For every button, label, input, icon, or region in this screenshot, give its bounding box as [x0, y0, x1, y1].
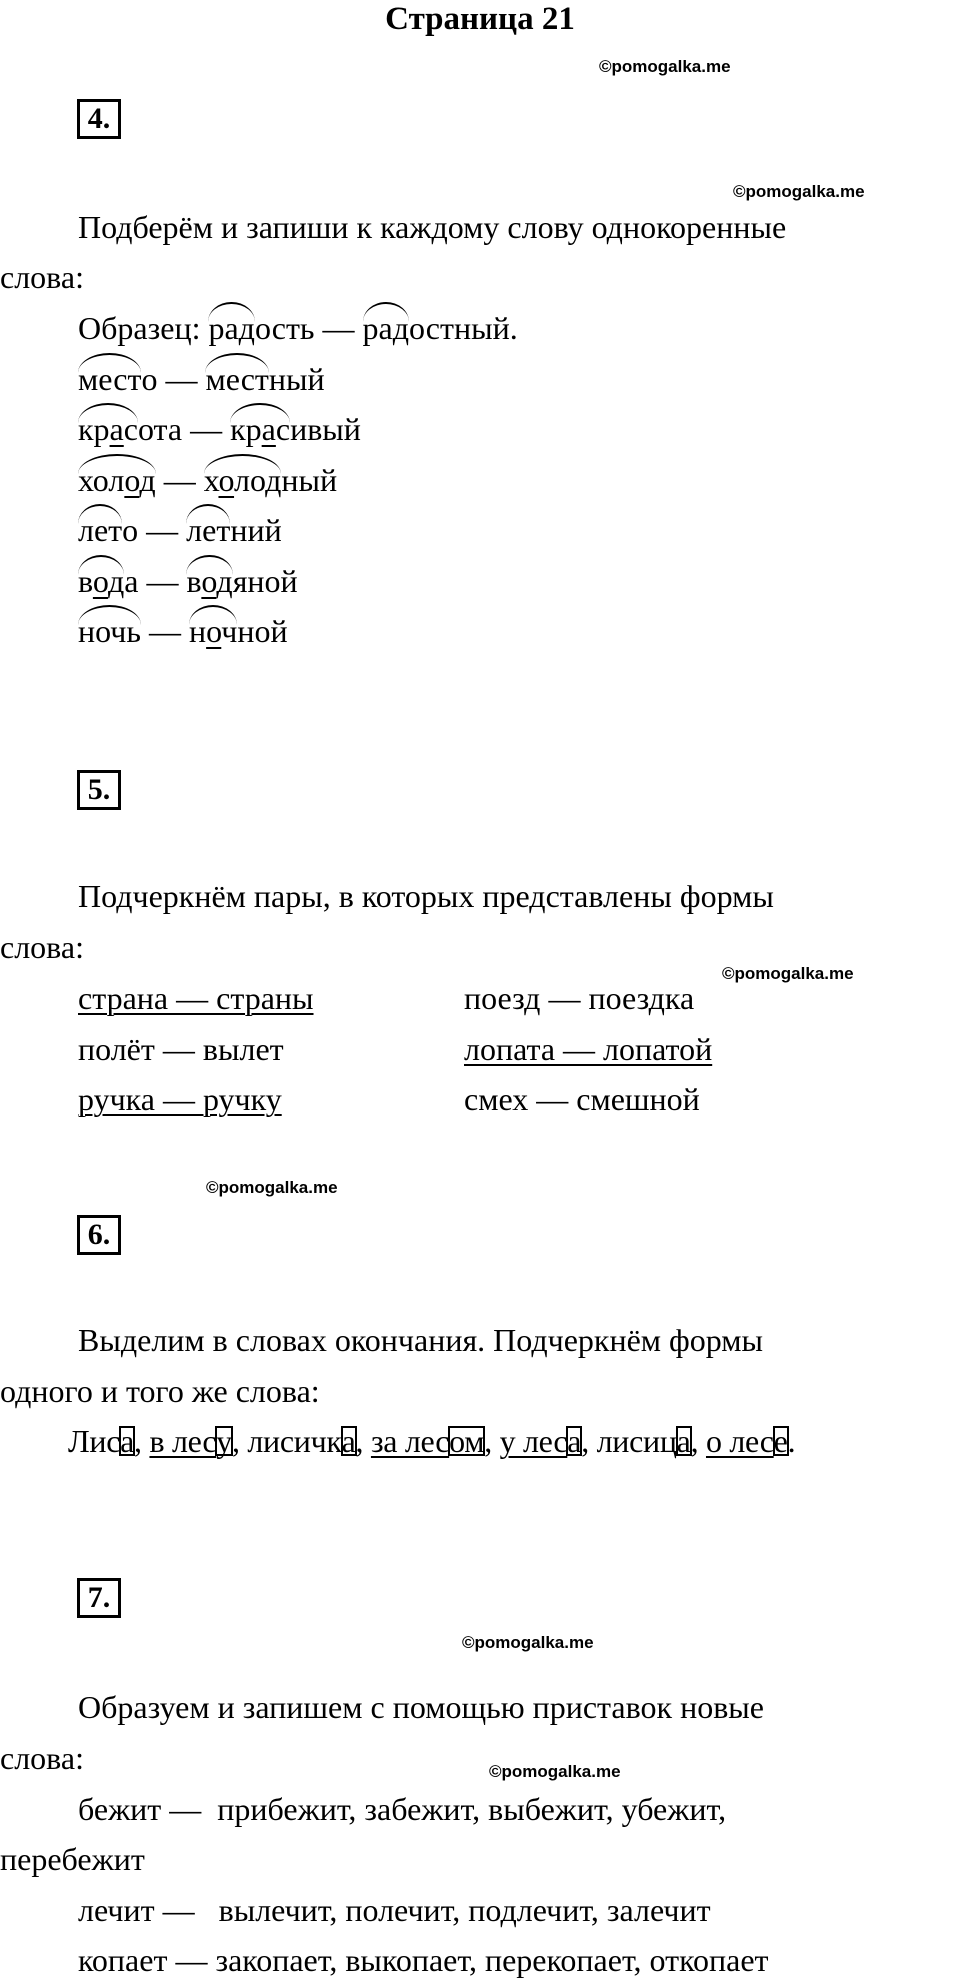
task4-sample: Образец: радость — радостный. — [78, 310, 518, 346]
task6-instruction-cont: одного и того же слова: — [0, 1373, 320, 1409]
root-arc-word: мест — [78, 361, 142, 397]
ending-box: а — [676, 1423, 691, 1459]
ending-box: а — [341, 1423, 356, 1459]
task4-instruction: Подберём и запиши к каждому слову однокоренные — [78, 209, 787, 245]
task5-pair: смех — смешной — [464, 1081, 700, 1117]
task4-pair: ночь — ночной — [78, 613, 288, 649]
task5-instruction-cont: слова: — [0, 929, 84, 965]
word-form: лисичка — [247, 1423, 356, 1459]
root-arc-word: ноч — [188, 613, 238, 649]
watermark: ©pomogalka.me — [462, 1633, 594, 1652]
ending-box: а — [120, 1423, 135, 1459]
task-number-6: 6. — [77, 1215, 121, 1255]
ending-box: е — [773, 1423, 788, 1459]
watermark: ©pomogalka.me — [722, 964, 854, 983]
task7-row: копает — закопает, выкопает, перекопает, откопает — [78, 1942, 769, 1978]
task-number-4: 4. — [77, 99, 121, 139]
ending-box: у — [216, 1423, 232, 1459]
root-arc-word: вод — [186, 563, 233, 599]
root-arc-word: вод — [78, 563, 125, 599]
task5-pair: ручка — ручку — [78, 1081, 282, 1117]
task7-instruction: Образуем и запишем с помощью приставок новые — [78, 1689, 764, 1725]
root-arc-word: холод — [203, 462, 282, 498]
watermark: ©pomogalka.me — [489, 1762, 621, 1781]
word-form: за лесом — [370, 1423, 485, 1459]
task4-pair: лето — летний — [78, 512, 282, 548]
task6-instruction: Выделим в словах окончания. Подчеркнём формы — [78, 1322, 764, 1358]
task7-row-cont: перебежит — [0, 1841, 145, 1877]
task5-pair: поезд — поездка — [464, 980, 695, 1016]
task5-instruction: Подчеркнём пары, в которых представлены формы — [78, 878, 774, 914]
task4-pair: холод — холодный — [78, 462, 338, 498]
sample-label: Образец: — [78, 310, 201, 346]
task7-row: бежит — прибежит, забежит, выбежит, убежит, — [78, 1791, 727, 1827]
task5-pair: страна — страны — [78, 980, 314, 1016]
word-form: в лесу — [149, 1423, 232, 1459]
root-arc-word: рад — [362, 310, 409, 346]
watermark: ©pomogalka.me — [599, 57, 731, 76]
root-arc-word: лет — [186, 512, 231, 548]
root-arc-word: крас — [230, 411, 291, 447]
task7-instruction-cont: слова: — [0, 1740, 84, 1776]
task6-words: Лиса, в лесу, лисичка, за лесом, у леса, лисица, о лесе. — [68, 1423, 796, 1459]
root-arc-word: крас — [78, 411, 138, 447]
word-form: лисица — [596, 1423, 691, 1459]
root-arc-word: рад — [208, 310, 255, 346]
word-form: о лесе — [705, 1423, 788, 1459]
ending-box: ом — [449, 1423, 485, 1459]
watermark: ©pomogalka.me — [733, 182, 865, 201]
page-title: Страница 21 — [385, 1, 575, 37]
task-number-5: 5. — [77, 770, 121, 810]
task5-pair: полёт — вылет — [78, 1031, 284, 1067]
ending-box: а — [567, 1423, 582, 1459]
root-arc-word: ночь — [78, 613, 141, 649]
task5-pair: лопата — лопатой — [464, 1031, 713, 1067]
root-arc-word: мест — [205, 361, 269, 397]
task4-pair: место — местный — [78, 361, 325, 397]
root-arc-word: холод — [78, 462, 156, 498]
watermark: ©pomogalka.me — [206, 1178, 338, 1197]
root-arc-word: лет — [78, 512, 123, 548]
word-form: у леса — [499, 1423, 582, 1459]
task7-row: лечит — вылечит, полечит, подлечит, залечит — [78, 1892, 711, 1928]
task4-pair: вода — водяной — [78, 563, 298, 599]
task4-pair: красота — красивый — [78, 411, 361, 447]
task-number-7: 7. — [77, 1578, 121, 1618]
task4-instruction-cont: слова: — [0, 259, 84, 295]
word-form: Лиса — [68, 1423, 135, 1459]
